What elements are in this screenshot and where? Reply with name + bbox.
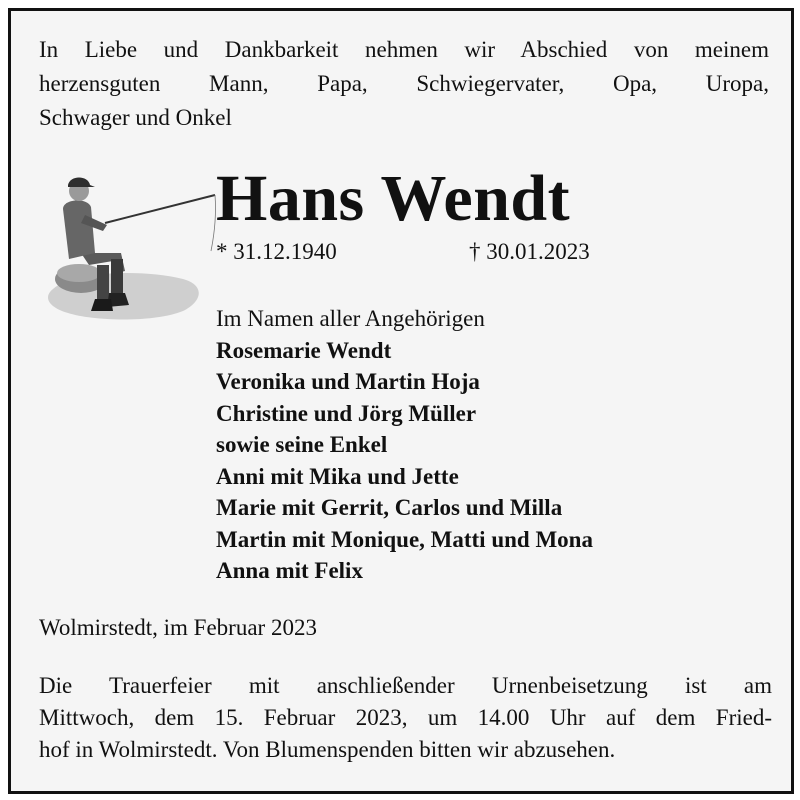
funeral-line: Die Trauerfeier mit anschließender Urnenbeisetzung ist am [39,673,772,698]
mourners-list [216,303,593,587]
mourner-name: Christine und Jörg Müller [216,400,477,426]
fisherman-illustration [33,161,218,326]
mourner-name: Anni mit Mika und Jette [216,463,459,489]
mourner-name: Anna mit Felix [216,558,363,583]
mourners-intro: Im Namen aller Angehörigen [216,306,485,331]
intro-line: herzensguten Mann, Papa, Schwiegervater, Opa, Uropa, [39,71,769,96]
death-date: † 30.01.2023 [469,239,590,264]
birth-date: * 31.12.1940 [216,239,337,264]
intro-line: In Liebe und Dankbarkeit nehmen wir Abschied von meinem [39,37,769,62]
intro-line: Schwager und Onkel [39,105,232,130]
intro-text [39,33,769,135]
mourner-name: Marie mit Gerrit, Carlos und Milla [216,495,563,520]
mourner-name: sowie seine Enkel [216,432,388,457]
mourner-name: Rosemarie Wendt [216,337,392,363]
obituary-notice [8,8,794,794]
deceased-name: Hans Wendt [216,162,571,235]
mourner-name: Martin mit Monique, Matti und Mona [216,526,593,552]
life-dates [216,239,590,265]
mourner-name: Veronika und Martin Hoja [216,369,480,394]
funeral-info [39,670,772,766]
funeral-line: Mittwoch, dem 15. Februar 2023, um 14.00 Uhr auf dem Fried- [39,705,772,730]
funeral-line: hof in Wolmirstedt. Von Blumenspenden bitten wir abzusehen. [39,737,616,762]
place-date: Wolmirstedt, im Februar 2023 [39,615,317,640]
